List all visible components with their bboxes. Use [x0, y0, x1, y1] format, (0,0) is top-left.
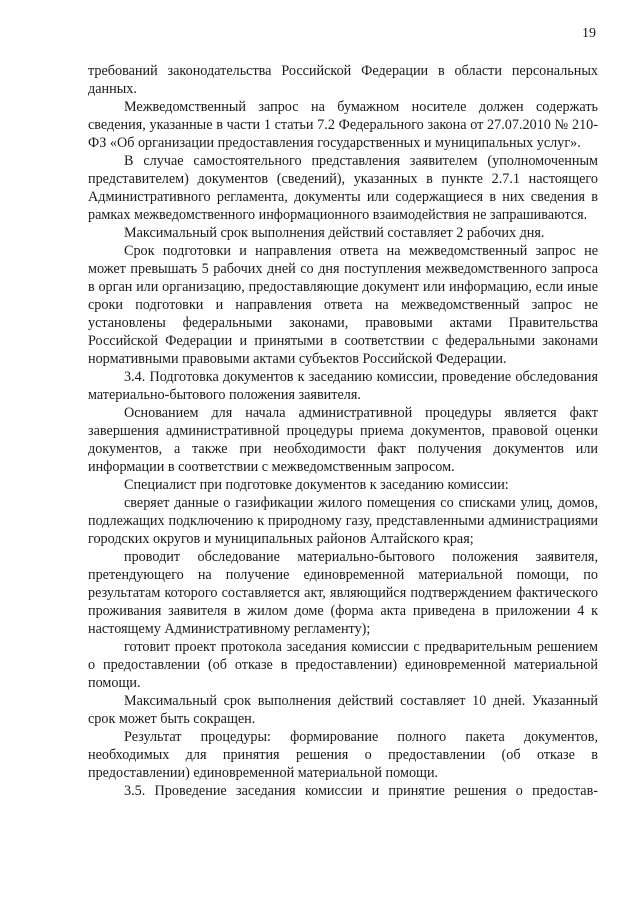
section-heading: 3.4. Подготовка документов к заседанию комиссии, проведение обследования материально-бытового положения заявителя.	[88, 369, 598, 403]
page-number: 19	[582, 26, 596, 41]
paragraph: Максимальный срок выполнения действий составляет 2 рабочих дня.	[124, 225, 545, 241]
paragraph: требований законодательства Российской Федерации в области персональных данных.	[88, 63, 598, 97]
list-item: сверяет данные о газификации жилого помещения со списками улиц, домов, подлежащих подключению к природному газу, представленными администрациями городских округов и муниципальных районов Алтайского края;	[88, 495, 598, 547]
paragraph: Основанием для начала административной процедуры является факт завершения административной процедуры приема документов, правовой оценки документов, а также при необходимости факт получения документов или информации в соответствии с межведомственным запросом.	[88, 405, 598, 475]
list-item: проводит обследование материально-бытового положения заявителя, претендующего на получение единовременной материальной помощи, по результатам которого составляется акт, являющийся подтверждением фактического проживания заявителя в жилом доме (форма акта приведена в приложении 4 к настоящему Административному регламенту);	[88, 549, 598, 637]
paragraph: Специалист при подготовке документов к заседанию комиссии:	[124, 477, 509, 493]
section-heading: 3.5. Проведение заседания комиссии и принятие решения о предостав-	[124, 783, 598, 799]
paragraph: В случае самостоятельного представления заявителем (уполномоченным представителем) документов (сведений), указанных в пункте 2.7.1 настоящего Административного регламента, документы или содержащиеся в них сведения в рамках межведомственного информационного взаимодействия не запрашиваются.	[88, 153, 598, 223]
paragraph: Результат процедуры: формирование полного пакета документов, необходимых для принятия решения о предоставлении (об отказе в предоставлении) единовременной материальной помощи.	[88, 729, 598, 781]
paragraph: Срок подготовки и направления ответа на межведомственный запрос не может превышать 5 рабочих дней со дня поступления межведомственного запроса в орган или организацию, предоставляющие документ или информацию, если иные сроки подготовки и направления ответа на межведомственный запрос не установлены федеральными законами, правовыми актами Правительства Российской Федерации и принятыми в соответствии с федеральными законами нормативными правовыми актами субъектов Российской Федерации.	[88, 243, 598, 367]
document-body	[88, 62, 598, 800]
list-item: готовит проект протокола заседания комиссии с предварительным решением о предоставлении (об отказе в предоставлении) единовременной материальной помощи.	[88, 639, 598, 691]
paragraph: Максимальный срок выполнения действий составляет 10 дней. Указанный срок может быть сокращен.	[88, 693, 598, 727]
paragraph: Межведомственный запрос на бумажном носителе должен содержать сведения, указанные в части 1 статьи 7.2 Федерального закона от 27.07.2010 № 210-ФЗ «Об организации предоставления государственных и муниципальных услуг».	[88, 99, 598, 151]
